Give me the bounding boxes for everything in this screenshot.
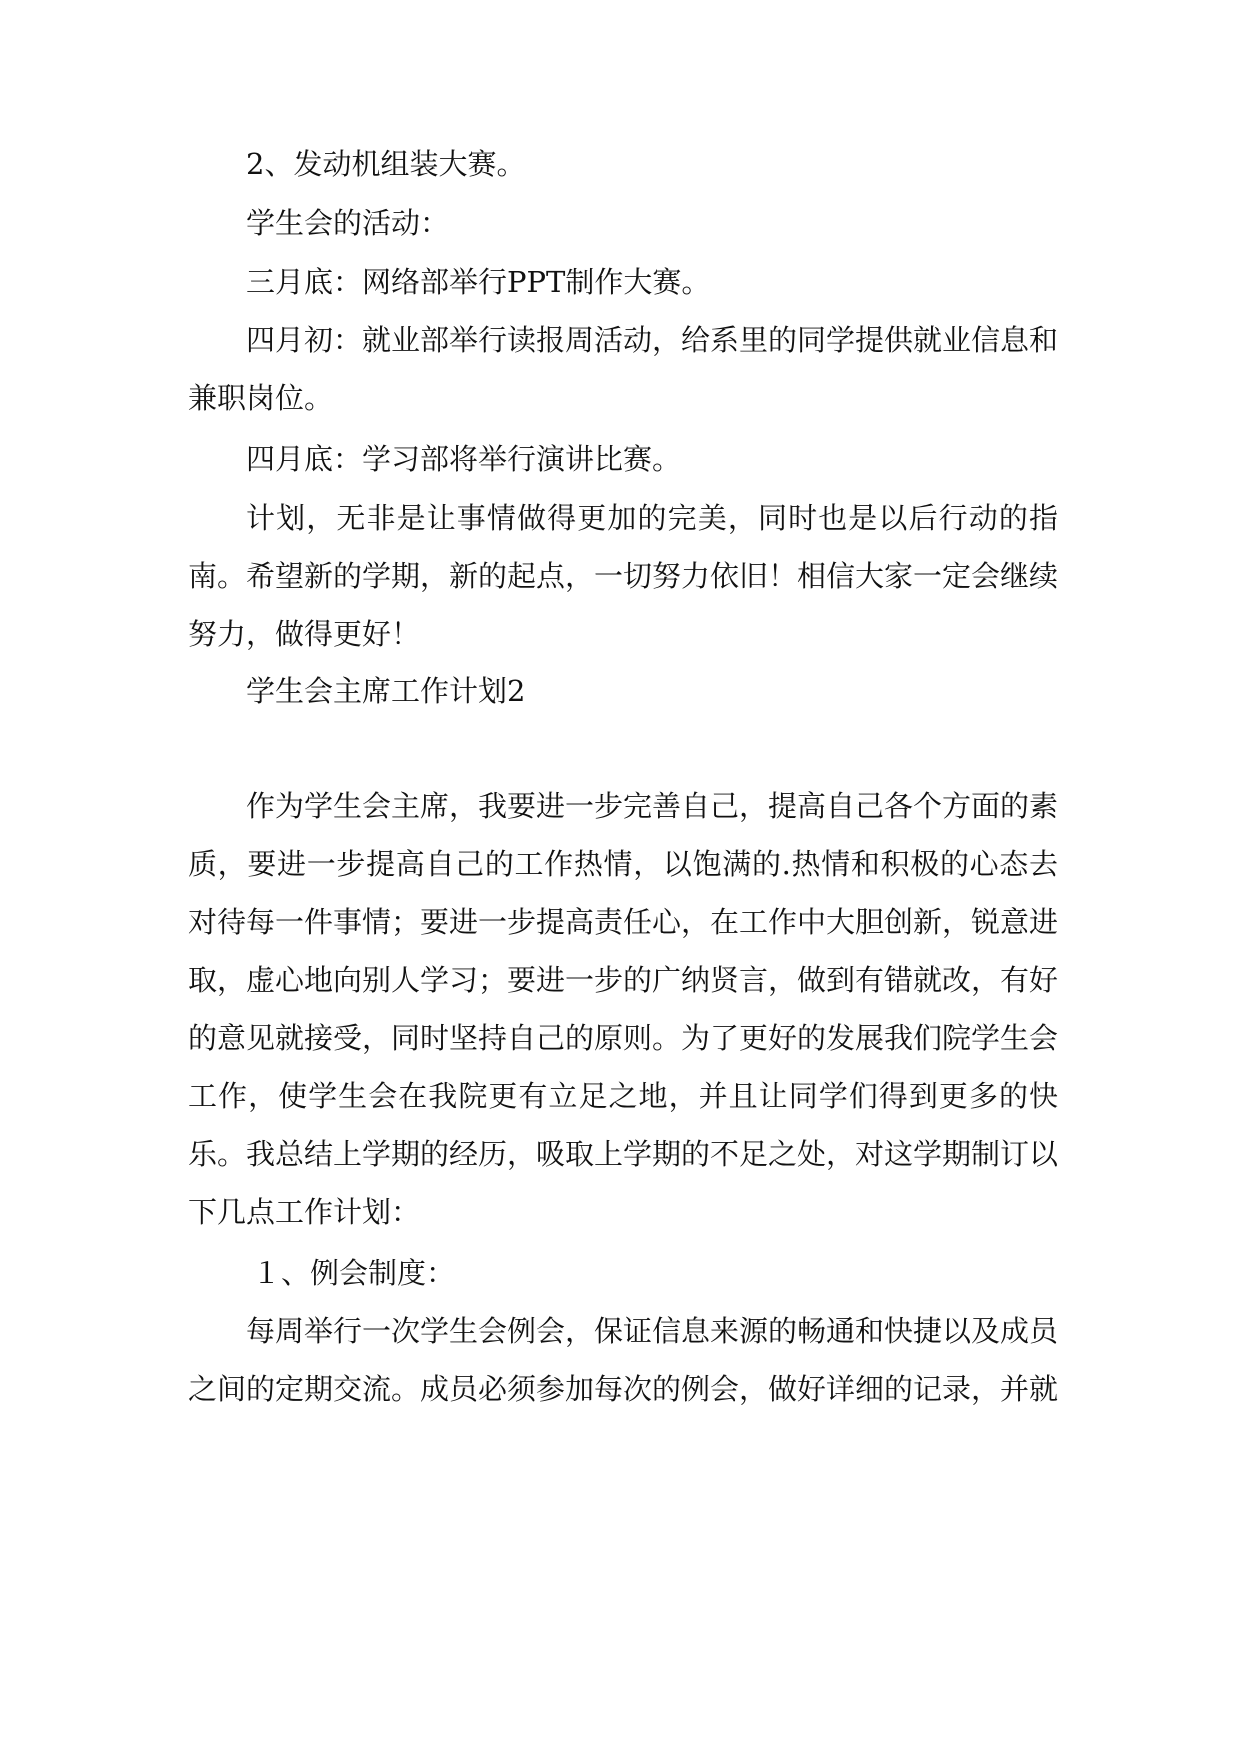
paragraph-end-of-april: 四月底：学习部将举行演讲比赛。 [246,442,682,476]
paragraph-chairman-intro: 作为学生会主席，我要进一步完善自己，提高自己各个方面的素质，要进一步提高自己的工作热情，以饱满的.热情和积极的心态去对待每一件事情；要进一步提高责任心，在工作中大胆创新，锐意进取，虚心地向别人学习；要进一步的广纳贤言，做到有错就改，有好的意见就接受，同时坚持自己的原则。为了更好的发展我们院学生会工作，使学生会在我院更有立足之地，并且让同学们得到更多的快乐。我总结上学期的经历，吸取上学期的不足之处，对这学期制订以下几点工作计划： [188,789,1059,1229]
paragraph-early-april: 四月初：就业部举行读报周活动，给系里的同学提供就业信息和兼职岗位。 [188,323,1059,415]
paragraph-end-of-march: 三月底：网络部举行PPT制作大赛。 [246,265,711,299]
paragraph-plan-summary: 计划，无非是让事情做得更加的完美，同时也是以后行动的指南。希望新的学期，新的起点，一切努力依旧！相信大家一定会继续努力，做得更好！ [188,501,1059,651]
paragraph-engine-contest: 2、发动机组装大赛。 [246,147,526,181]
paragraph-weekly-meeting: 每周举行一次学生会例会，保证信息来源的畅通和快捷以及成员之间的定期交流。成员必须参加每次的例会，做好详细的记录，并就 [188,1314,1059,1406]
paragraph-student-union-activities-heading: 学生会的活动： [246,206,450,240]
paragraph-meeting-system-heading: １、例会制度： [252,1256,456,1290]
section-title-plan-2: 学生会主席工作计划2 [246,674,526,708]
